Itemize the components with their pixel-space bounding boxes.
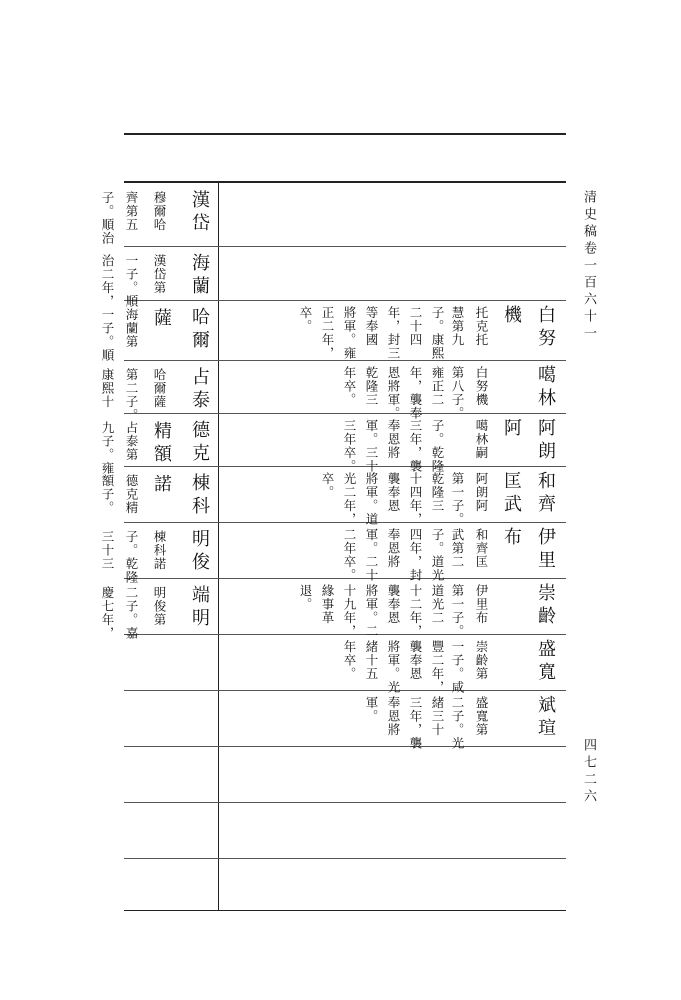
descendant-name: 棟科 (189, 473, 210, 519)
ancestor-note: 三年，襲 (408, 419, 423, 473)
descendant-name: 明俊 (189, 529, 210, 575)
section-divider (218, 182, 219, 910)
ancestor-note: 將軍。二 (364, 584, 379, 638)
descendant-note: 明俊第 (152, 586, 167, 627)
ancestor-note: 卒。 (298, 306, 313, 333)
ancestor-name: 噶林 (535, 365, 556, 411)
descendant-note: 九子。雍 (100, 421, 115, 475)
ancestor-note: 乾隆三 (364, 366, 379, 407)
descendant-name: 海蘭 (189, 253, 210, 299)
descendant-note: 額子。 (100, 474, 115, 515)
ancestor-note: 三年卒。 (342, 419, 357, 473)
descendant-note: 三十三 (100, 530, 115, 571)
ancestor-note: 白努機 (474, 366, 489, 407)
ancestor-note: 光二年， (342, 472, 357, 526)
ancestor-name: 斌瑄 (535, 695, 556, 741)
ancestor-name: 阿朗 (535, 418, 556, 464)
descendant-note: 漢岱第 (152, 254, 167, 295)
ancestor-note: 道光二 (430, 584, 445, 625)
descendant-note: 穆爾哈 (152, 191, 167, 232)
ancestor-name-cont: 布 (501, 527, 522, 550)
ancestor-note: 等奉國 (364, 306, 379, 347)
ancestor-note: 慧第九 (450, 306, 465, 347)
ancestor-note: 奉恩將 (386, 696, 401, 737)
ancestor-note: 正二年， (320, 306, 335, 360)
descendant-name: 德克 (189, 420, 210, 466)
row-separator (124, 246, 566, 247)
ancestor-note: 二十四 (408, 306, 423, 347)
ancestor-note: 軍。二十 (364, 528, 379, 582)
row-separator (124, 858, 566, 859)
descendant-name-cont: 諾 (151, 474, 172, 497)
ancestor-note: 雍正二 (430, 366, 445, 407)
ancestor-note: 緒十五 (364, 640, 379, 681)
ancestor-note: 退。 (298, 584, 313, 611)
descendant-name: 占泰 (189, 367, 210, 413)
row-separator (124, 746, 566, 747)
ancestor-note: 將軍。道 (364, 472, 379, 526)
ancestor-note: 盛寬第 (474, 696, 489, 737)
ancestor-note: 武第二 (450, 528, 465, 569)
row-separator (124, 413, 566, 414)
ancestor-note: 十二年， (408, 584, 423, 638)
ancestor-note: 伊里布 (474, 584, 489, 625)
descendant-note: 齊第五 (124, 191, 139, 232)
ancestor-note: 年，封三 (386, 306, 401, 360)
ancestor-note: 噶林嗣 (474, 419, 489, 460)
ancestor-note: 崇齡第 (474, 640, 489, 681)
ancestor-note: 卒。 (320, 472, 335, 499)
ancestor-note: 子。康熙 (430, 306, 445, 360)
ancestor-note: 二年卒。 (342, 528, 357, 582)
descendant-name-cont: 精額 (151, 421, 172, 467)
descendant-note: 哈爾薩 (152, 368, 167, 409)
descendant-note: 慶七年， (100, 586, 115, 640)
ancestor-note: 乾隆三 (430, 472, 445, 513)
ancestor-note: 年，襲奉 (408, 366, 423, 420)
ancestor-note: 襲奉恩 (386, 584, 401, 625)
ancestor-note: 子。道光 (430, 528, 445, 582)
descendant-name: 哈爾 (189, 307, 210, 353)
descendant-note: 子。乾隆 (124, 530, 139, 584)
ancestor-note: 奉恩將 (386, 419, 401, 460)
ancestor-note: 緣事革 (320, 584, 335, 625)
ancestor-name: 白努 (535, 305, 556, 351)
ancestor-name: 伊里 (535, 527, 556, 573)
table-top-rule (124, 181, 566, 183)
header-rule (124, 133, 566, 135)
descendant-note: 二子。嘉 (124, 586, 139, 640)
ancestor-note: 三年，襲 (408, 696, 423, 750)
descendant-note: 子。順治 (100, 191, 115, 245)
ancestor-note: 托克托 (474, 306, 489, 347)
ancestor-note: 十四年， (408, 472, 423, 526)
page-number: 四七二六 (581, 738, 596, 806)
ancestor-note: 襲奉恩 (408, 640, 423, 681)
descendant-name-cont: 薩 (151, 308, 172, 331)
descendant-note: 第二子。 (124, 368, 139, 422)
ancestor-name-cont: 機 (501, 305, 522, 328)
ancestor-note: 阿朗阿 (474, 472, 489, 513)
ancestor-note: 年卒。 (342, 366, 357, 407)
row-separator (124, 300, 566, 301)
descendant-note: 一子。順 (124, 254, 139, 308)
ancestor-note: 軍。 (364, 696, 379, 723)
descendant-note: 海蘭第 (124, 308, 139, 349)
ancestor-name-cont: 匡武 (501, 471, 522, 517)
ancestor-note: 緒三十 (430, 696, 445, 737)
row-separator (124, 802, 566, 803)
ancestor-note: 四年，封 (408, 528, 423, 582)
ancestor-name-cont: 阿 (501, 418, 522, 441)
descendant-note: 一子。順 (100, 308, 115, 362)
ancestor-note: 豐二年， (430, 640, 445, 694)
ancestor-note: 十九年， (342, 584, 357, 638)
ancestor-note: 奉恩將 (386, 528, 401, 569)
ancestor-note: 軍。三十 (364, 419, 379, 473)
ancestor-note: 第一子。 (450, 584, 465, 638)
table-bottom-rule (124, 910, 566, 911)
ancestor-name: 崇齡 (535, 583, 556, 629)
descendant-note: 治二年， (100, 254, 115, 308)
descendant-note: 德克精 (124, 474, 139, 515)
descendant-note: 占泰第 (124, 421, 139, 462)
running-title: 清史稿卷一百六十一 (581, 190, 596, 343)
row-separator (124, 690, 566, 691)
ancestor-note: 第一子。 (450, 472, 465, 526)
ancestor-note: 將軍。雍 (342, 306, 357, 360)
descendant-note: 棟科諾 (152, 530, 167, 571)
row-separator (124, 360, 566, 361)
ancestor-name: 盛寬 (535, 639, 556, 685)
ancestor-note: 二子。光 (450, 696, 465, 750)
ancestor-note: 年卒。 (342, 640, 357, 681)
descendant-name: 端明 (189, 585, 210, 631)
ancestor-note: 子。乾隆 (430, 419, 445, 473)
ancestor-note: 恩將軍。 (386, 366, 401, 420)
ancestor-note: 將軍。光 (386, 640, 401, 694)
descendant-note: 康熙十 (100, 368, 115, 409)
ancestor-note: 第八子。 (450, 366, 465, 420)
ancestor-note: 和齊匡 (474, 528, 489, 569)
ancestor-note: 襲奉恩 (386, 472, 401, 513)
ancestor-name: 和齊 (535, 471, 556, 517)
descendant-name: 漢岱 (189, 190, 210, 236)
ancestor-note: 一子。咸 (450, 640, 465, 694)
